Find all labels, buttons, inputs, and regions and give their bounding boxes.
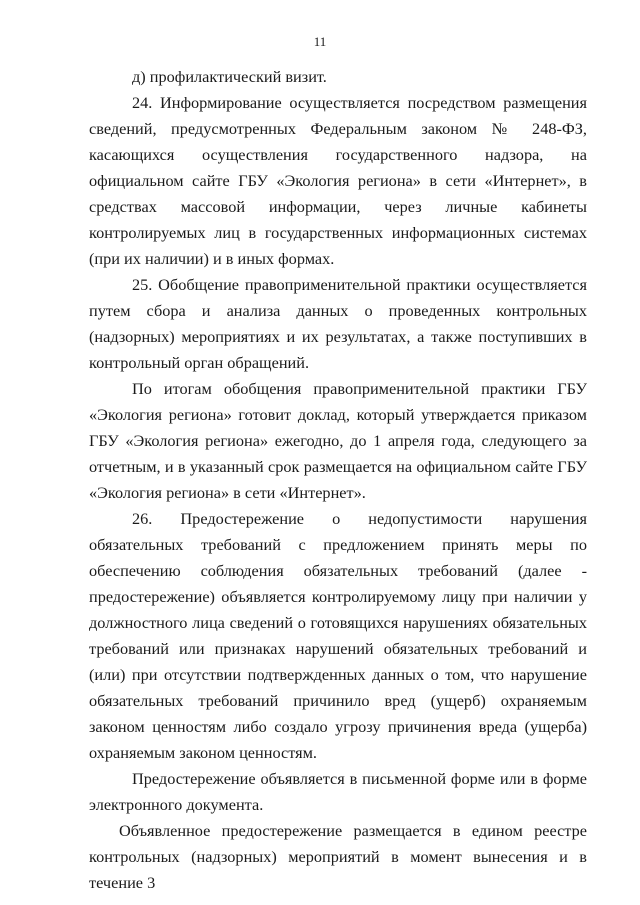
paragraph-26-registry: Объявленное предостережение размещается в едином реестре контрольных (надзорных) мероприятий в момент вынесения и в течение 3 [89, 821, 587, 892]
paragraph-24: 24. Информирование осуществляется посредством размещения сведений, предусмотренных Федеральным законом № 248-ФЗ, касающихся осуществления государственного надзора, на официальном сайте ГБУ «Экология региона» в сети «Интернет», в средствах массовой информации, через личные кабинеты контролируемых лиц в государственных информационных системах (при их наличии) и в иных формах. [89, 93, 587, 268]
paragraph-item-d: д) профилактический визит. [132, 67, 327, 86]
paragraph-25: 25. Обобщение правоприменительной практики осуществляется путем сбора и анализа данных о проведенных контрольных (надзорных) мероприятиях и их результатах, а также поступивших в контрольный орган обращений. [89, 275, 587, 372]
paragraph-25-report: По итогам обобщения правоприменительной практики ГБУ «Экология региона» готовит доклад, который утверждается приказом ГБУ «Экология региона» ежегодно, до 1 апреля года, следующего за отчетным, и в указанный срок размещается на официальном сайте ГБУ «Экология региона» в сети «Интернет». [89, 379, 587, 502]
paragraph-26: 26. Предостережение о недопустимости нарушения обязательных требований с предложением принять меры по обеспечению соблюдения обязательных требований (далее - предостережение) объявляется контролируемому лицу при наличии у должностного лица сведений о готовящихся нарушениях обязательных требований или признаках нарушений обязательных требований и (или) при отсутствии подтвержденных данных о том, что нарушение обязательных требований причинило вред (ущерб) охраняемым законом ценностям либо создало угрозу причинения вреда (ущерба) охраняемым законом ценностям. [89, 509, 587, 762]
page-number: 11 [313, 34, 327, 49]
paragraph-26-form: Предостережение объявляется в письменной форме или в форме электронного документа. [89, 769, 587, 814]
document-body [89, 64, 587, 896]
